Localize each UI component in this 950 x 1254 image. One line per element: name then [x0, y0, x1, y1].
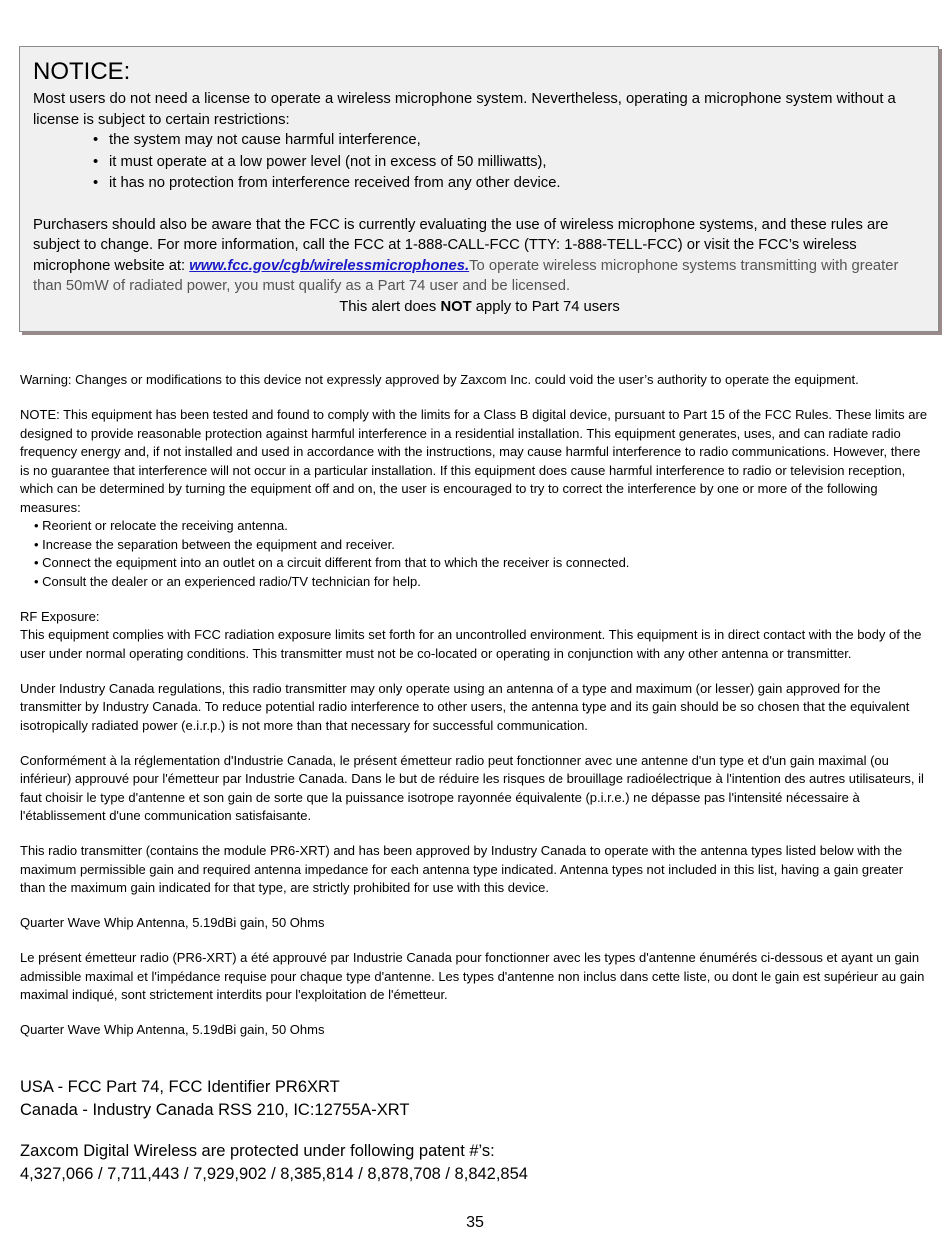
notice-title: NOTICE: [33, 58, 131, 85]
antenna-french: Quarter Wave Whip Antenna, 5.19dBi gain, 50 Ohms [20, 1022, 325, 1037]
note-text: NOTE: This equipment has been tested and found to comply with the limits for a Class B digital device, pursuant to Part 15 of the FCC Rules. These limits are designed to provide reasonable protection against harmful interference in a residential installation. This equipment generates, uses, and can radiate radio frequency energy and, if not installed and used in accordance with the instructions, may cause harmful interference to radio communications. However, there is no guarantee that interference will not occur in a particular installation. If this equipment does cause harmful interference to radio or television reception, which can be determined by turning the equipment off and on, the user is encouraged to try to correct the interference by one or more of the following measures: [20, 407, 928, 515]
canada-identifier: Canada - Industry Canada RSS 210, IC:12755A-XRT [20, 1101, 410, 1119]
measure-item: • Connect the equipment into an outlet on a circuit different from that to which the receiver is connected. [34, 555, 630, 570]
patents [20, 1140, 930, 1186]
antenna-english: Quarter Wave Whip Antenna, 5.19dBi gain, 50 Ohms [20, 915, 325, 930]
regulatory-text [20, 371, 930, 1056]
fcc-wireless-link[interactable]: www.fcc.gov/cgb/wirelessmicrophones. [189, 257, 470, 274]
page-number: 35 [466, 1214, 484, 1231]
module-french-paragraph: Le présent émetteur radio (PR6-XRT) a été approuvé par Industrie Canada pour fonctionner avec les types d'antenne énumérés ci-dessous et ayant un gain admissible maximal et l'impédance requise pour chaque type d'antenne. Les types d'antenne non inclus dans cette liste, ou dont le gain est supérieur au gain maximal indiqué, sont strictement interdits pour l'exploitation de l'émetteur. [20, 950, 925, 1002]
alert-pre: This alert does [339, 298, 441, 315]
purchasers-text: Purchasers should also be aware that the FCC is currently evaluating the use of wireless microphone systems, and these rules are subject to change. For more information, call the FCC at 1-888-CALL-FCC (TTY: 1-888-TELL-FCC) or visit the FCC’s wireless microphone website at: [33, 216, 889, 274]
identifiers [20, 1076, 930, 1122]
notice-box [19, 46, 939, 332]
note-paragraph [20, 406, 930, 591]
warning-paragraph: Warning: Changes or modifications to this device not expressly approved by Zaxcom Inc. could void the user’s authority to operate the equipment. [20, 372, 859, 387]
list-item: • the system may not cause harmful interference, [93, 130, 926, 152]
notice-intro: Most users do not need a license to operate a wireless microphone system. Nevertheless, operating a microphone system without a license is subject to certain restrictions: [33, 91, 896, 128]
measure-item: • Increase the separation between the equipment and receiver. [34, 536, 395, 552]
usa-identifier: USA - FCC Part 74, FCC Identifier PR6XRT [20, 1078, 340, 1096]
ic-english-paragraph: Under Industry Canada regulations, this radio transmitter may only operate using an antenna of a type and maximum (or lesser) gain approved for the transmitter by Industry Canada. To reduce potential radio interference to other users, the antenna type and its gain should be so chosen that the equivalent isotropically radiated power (e.i.r.p.) is not more than that necessary for successful communication. [20, 680, 910, 733]
list-item: • it has no protection from interference received from any other device. [93, 173, 926, 195]
rf-text: This equipment complies with FCC radiation exposure limits set forth for an uncontrolled environment. This equipment is in direct contact with the body of the user under normal operating conditions. This transmitter must not be co-located or operating in conjunction with any other antenna or transmitter. [20, 627, 922, 661]
patent-numbers: 4,327,066 / 7,711,443 / 7,929,902 / 8,385,814 / 8,878,708 / 8,842,854 [20, 1165, 528, 1183]
module-english-paragraph: This radio transmitter (contains the module PR6-XRT) and has been approved by Industry Canada to operate with the antenna types listed below with the maximum permissible gain and required antenna impedance for each antenna type indicated. Antenna types not included in this list, having a gain greater than the maximum gain indicated for that type, are strictly prohibited for use with this device. [20, 843, 904, 895]
ic-french-paragraph: Conformément à la réglementation d'Industrie Canada, le présent émetteur radio peut fonctionner avec une antenne d'un type et d'un gain maximal (ou inférieur) approuvé pour l'émetteur par Industrie Canada. Dans le but de réduire les risques de brouillage radioélectrique à l'intention des autres utilisateurs, il faut choisir le type d'antenne et son gain de sorte que la puissance isotrope rayonnée équivalente (p.i.r.e.) ne dépasse pas l'intensité nécessaire à l'établissement d'une communication satisfaisante. [20, 752, 924, 823]
measure-item: • Consult the dealer or an experienced radio/TV technician for help. [34, 573, 421, 589]
alert-post: apply to Part 74 users [471, 298, 620, 315]
rf-exposure-paragraph [20, 608, 930, 664]
notice-purchasers-paragraph [33, 215, 926, 297]
measure-item: • Reorient or relocate the receiving antenna. [34, 518, 288, 533]
part74-text: To operate wireless microphone systems transmitting with greater than 50mW of radiated power, you must qualify as a Part 74 user and be licensed. [33, 257, 899, 294]
notice-restrictions-list [33, 130, 926, 195]
alert-bold: NOT [440, 298, 472, 315]
patents-heading: Zaxcom Digital Wireless are protected under following patent #’s: [20, 1142, 495, 1160]
part74-alert [33, 297, 926, 318]
rf-heading: RF Exposure: [20, 608, 100, 624]
list-item: • it must operate at a low power level (not in excess of 50 milliwatts), [93, 152, 926, 174]
